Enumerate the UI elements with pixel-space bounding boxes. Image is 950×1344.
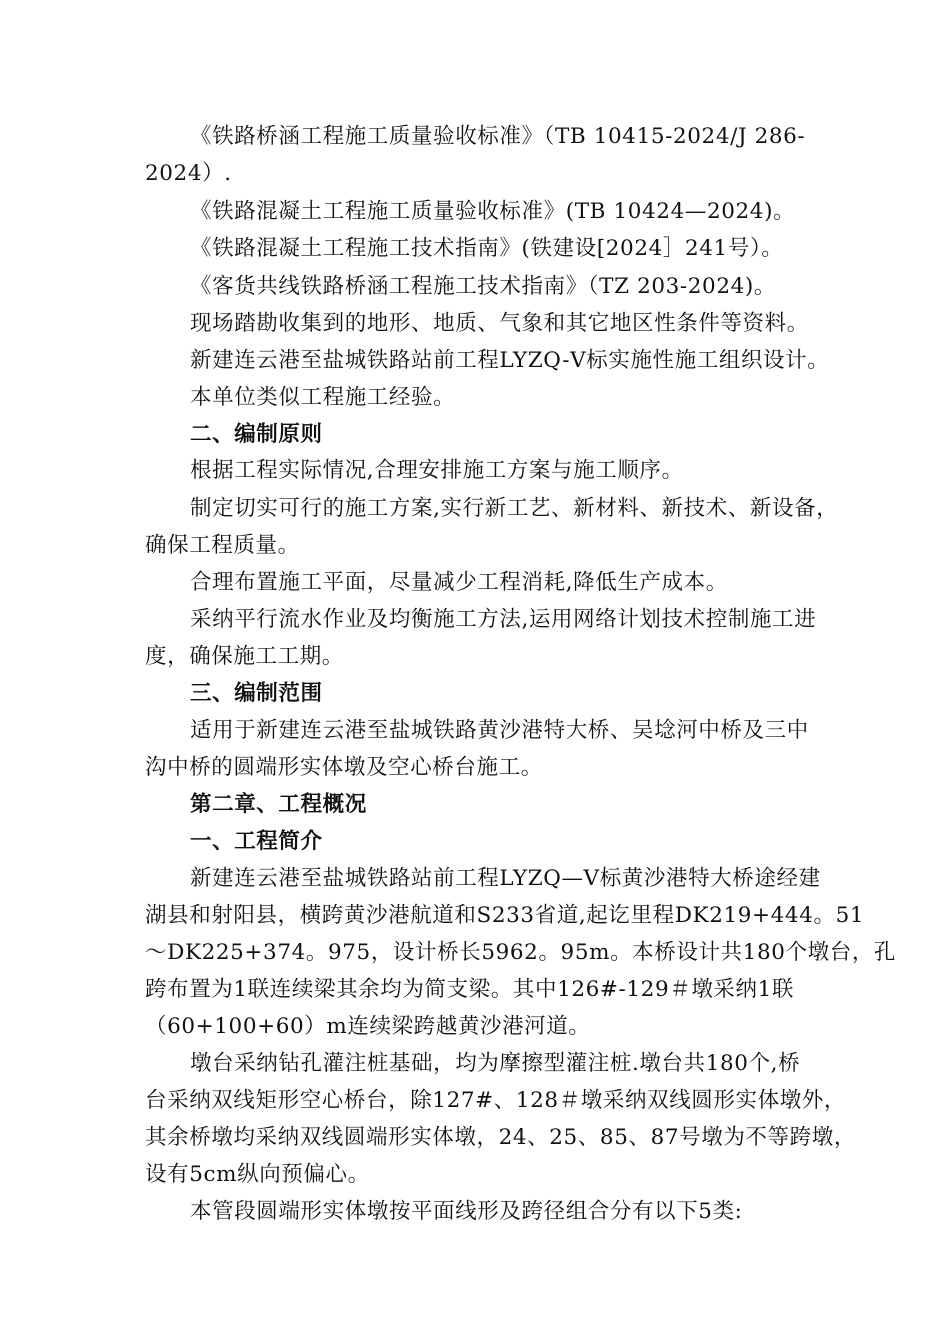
paragraph-line: 墩台采纳钻孔灌注桩基础，均为摩擦型灌注桩.墩台共180个,桥	[190, 1051, 801, 1076]
section-heading-scope: 三、编制范围	[190, 681, 323, 706]
reference-line: 新建连云港至盐城铁路站前工程LYZQ-Ⅴ标实施性施工组织设计。	[190, 348, 830, 373]
paragraph-line: ～DK225+374。975，设计桥长5962。95m。本桥设计共180个墩台，孔	[145, 940, 897, 965]
reference-line: 《客货共线铁路桥涵工程施工技术指南》（TZ 203-2024)。	[190, 274, 776, 299]
paragraph-line: 本管段圆端形实体墩按平面线形及跨径组合分有以下5类:	[190, 1199, 743, 1224]
reference-line: 2024）.	[145, 161, 232, 186]
paragraph-line: 适用于新建连云港至盐城铁路黄沙港特大桥、吴埝河中桥及三中	[190, 718, 809, 743]
paragraph-line: 度，确保施工工期。	[145, 644, 344, 669]
paragraph-line: （60+100+60）m连续梁跨越黄沙港河道。	[145, 1014, 591, 1039]
reference-line: 《铁路混凝土工程施工质量验收标准》(TB 10424—2024)。	[190, 199, 796, 224]
paragraph-line: 制定切实可行的施工方案,实行新工艺、新材料、新技术、新设备，	[190, 496, 839, 521]
chapter-heading: 第二章、工程概况	[190, 792, 367, 817]
reference-line: 本单位类似工程施工经验。	[190, 385, 456, 410]
section-heading-principles: 二、编制原则	[190, 422, 323, 447]
reference-line: 《铁路桥涵工程施工质量验收标准》（TB 10415-2024/J 286-	[190, 124, 806, 149]
paragraph-line: 新建连云港至盐城铁路站前工程LYZQ—Ⅴ标黄沙港特大桥途经建	[190, 866, 821, 891]
paragraph-line: 设有5cm纵向预偏心。	[145, 1162, 370, 1187]
paragraph-line: 采纳平行流水作业及均衡施工方法,运用网络计划技术控制施工进	[190, 607, 817, 632]
paragraph-line: 湖县和射阳县，横跨黄沙港航道和S233省道,起讫里程DK219+444。51	[145, 903, 865, 928]
paragraph-line: 确保工程质量。	[145, 533, 300, 558]
paragraph-line: 台采纳双线矩形空心桥台，除127#、128＃墩采纳双线圆形实体墩外，	[145, 1088, 846, 1113]
section-heading-overview: 一、工程简介	[190, 829, 323, 854]
paragraph-line: 沟中桥的圆端形实体墩及空心桥台施工。	[145, 755, 543, 780]
paragraph-line: 跨布置为1联连续梁其余均为简支梁。其中126#-129＃墩采纳1联	[145, 977, 795, 1002]
paragraph-line: 合理布置施工平面，尽量减少工程消耗,降低生产成本。	[190, 570, 728, 595]
paragraph-line: 根据工程实际情况,合理安排施工方案与施工顺序。	[190, 458, 684, 483]
paragraph-line: 其余桥墩均采纳双线圆端形实体墩，24、25、85、87号墩为不等跨墩，	[145, 1125, 856, 1150]
reference-line: 现场踏勘收集到的地形、地质、气象和其它地区性条件等资料。	[190, 311, 809, 336]
reference-line: 《铁路混凝土工程施工技术指南》(铁建设[2024］241号）。	[190, 236, 784, 261]
